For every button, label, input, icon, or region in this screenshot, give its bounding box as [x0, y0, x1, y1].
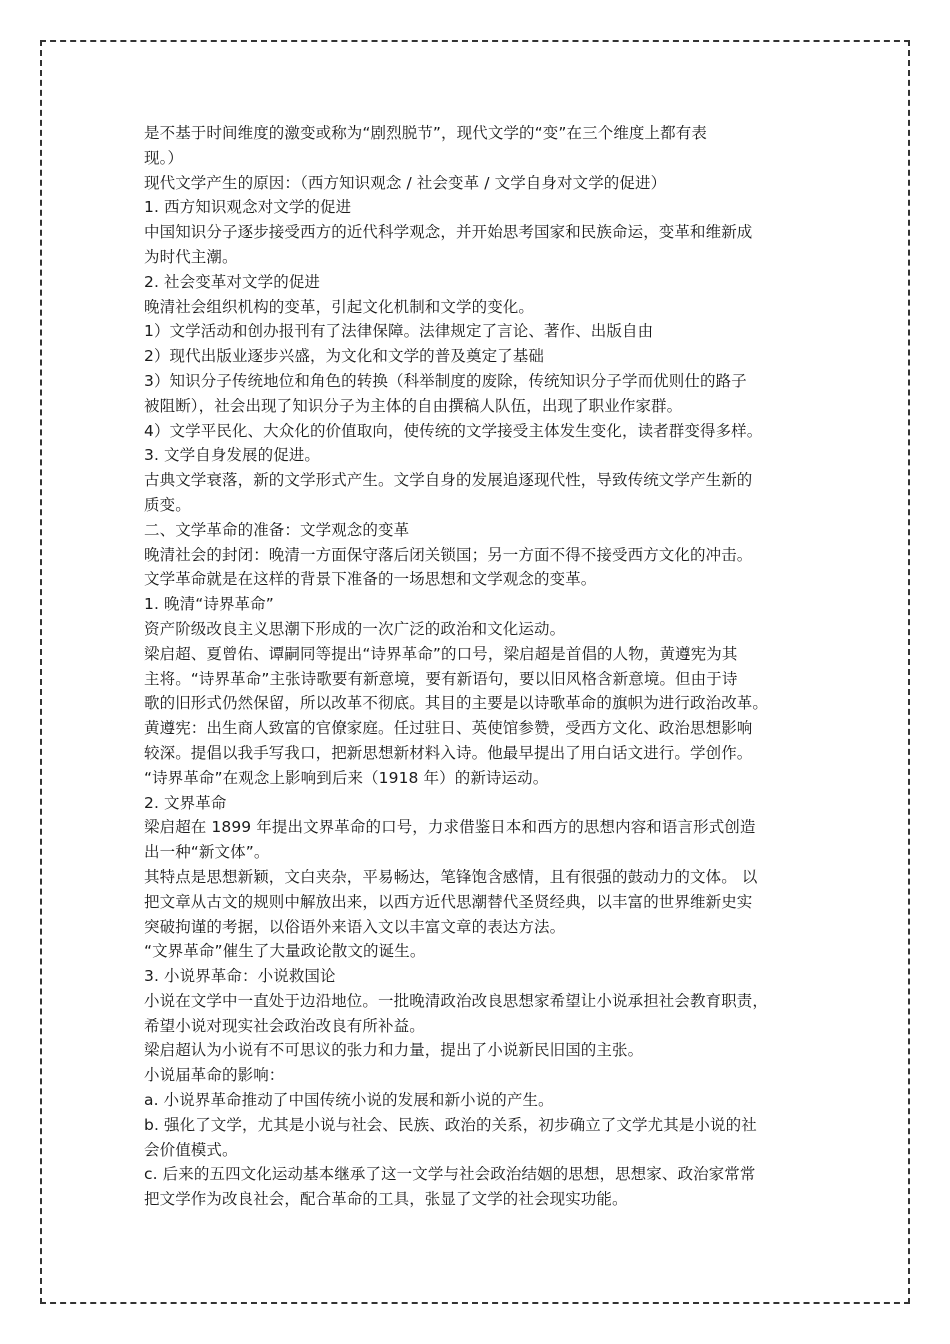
subsection-heading: 3. 小说界革命：小说救国论	[144, 967, 336, 986]
text-line: 被阻断），社会出现了知识分子为主体的自由撰稿人队伍，出现了职业作家群。	[144, 396, 683, 415]
text-line: 质变。	[144, 495, 191, 514]
list-item: 4）文学平民化、大众化的价值取向，使传统的文学接受主体发生变化，读者群变得多样。	[144, 421, 763, 440]
text-line: 古典文学衰落，新的文学形式产生。文学自身的发展追逐现代性，导致传统文学产生新的	[144, 471, 753, 490]
subsection-heading: 3. 文学自身发展的促进。	[144, 446, 321, 465]
list-item: 3）知识分子传统地位和角色的转换（科举制度的废除，传统知识分子学而优则仕的路子	[144, 371, 747, 390]
text-line: 小说在文学中一直处于边沿地位。一批晚清政治改良思想家希望让小说承担社会教育职责，	[144, 991, 769, 1010]
text-line: “文界革命”催生了大量政论散文的诞生。	[144, 942, 426, 961]
text-line: 会价值模式。	[144, 1140, 238, 1159]
text-line: 把文学作为改良社会，配合革命的工具，张显了文学的社会现实功能。	[144, 1190, 628, 1209]
text-line: 晚清社会的封闭：晚清一方面保守落后闭关锁国；另一方面不得不接受西方文化的冲击。	[144, 545, 753, 564]
text-line: 希望小说对现实社会政治改良有所补益。	[144, 1016, 425, 1035]
text-line: “诗界革命”在观念上影响到后来（1918 年）的新诗运动。	[144, 768, 549, 787]
list-item: c. 后来的五四文化运动基本继承了这一文学与社会政治结姻的思想，思想家、政治家常常	[144, 1165, 756, 1184]
text-line: 晚清社会组织机构的变革，引起文化机制和文学的变化。	[144, 297, 535, 316]
text-line: 黄遵宪：出生商人致富的官僚家庭。任过驻日、英使馆参赞，受西方文化、政治思想影响	[144, 719, 753, 738]
text-line: 为时代主潮。	[144, 247, 238, 266]
text-line: 小说届革命的影响：	[144, 1066, 285, 1085]
text-line: 梁启超在 1899 年提出文界革命的口号，力求借鉴日本和西方的思想内容和语言形式创造	[144, 818, 756, 837]
text-line: 现。）	[144, 148, 184, 167]
subsection-heading: 1. 西方知识观念对文学的促进	[144, 198, 352, 217]
text-line: 把文章从古文的规则中解放出来，以西方近代思潮替代圣贤经典，以丰富的世界维新史实	[144, 892, 753, 911]
text-line: 资产阶级改良主义思潮下形成的一次广泛的政治和文化运动。	[144, 619, 566, 638]
list-item: b. 强化了文学，尤其是小说与社会、民族、政治的关系，初步确立了文学尤其是小说的社	[144, 1115, 757, 1134]
list-item: a. 小说界革命推动了中国传统小说的发展和新小说的产生。	[144, 1091, 554, 1110]
document-body	[144, 121, 808, 1212]
subsection-heading: 2. 社会变革对文学的促进	[144, 272, 321, 291]
section-heading: 现代文学产生的原因：（西方知识观念 / 社会变革 / 文学自身对文学的促进）	[144, 173, 667, 192]
text-line: 文学革命就是在这样的背景下准备的一场思想和文学观念的变革。	[144, 570, 597, 589]
list-item: 2）现代出版业逐步兴盛，为文化和文学的普及奠定了基础	[144, 347, 544, 366]
text-line: 较深。提倡以我手写我口，把新思想新材料入诗。他最早提出了用白话文进行。学创作。	[144, 743, 753, 762]
text-line: 梁启超、夏曾佑、谭嗣同等提出“诗界革命”的口号，梁启超是首倡的人物，黄遵宪为其	[144, 644, 738, 663]
text-line: 歌的旧形式仍然保留，所以改革不彻底。其目的主要是以诗歌革命的旗帜为进行政治改革。	[144, 694, 769, 713]
text-line: 梁启超认为小说有不可思议的张力和力量，提出了小说新民旧国的主张。	[144, 1041, 644, 1060]
list-item: 1）文学活动和创办报刊有了法律保障。法律规定了言论、著作、出版自由	[144, 322, 654, 341]
text-line: 主将。“诗界革命”主张诗歌要有新意境，要有新语句，要以旧风格含新意境。但由于诗	[144, 669, 738, 688]
text-line: 是不基于时间维度的激变或称为“剧烈脱节”，现代文学的“变”在三个维度上都有表	[144, 124, 707, 142]
text-line: 突破拘谨的考据，以俗语外来语入文以丰富文章的表达方法。	[144, 917, 566, 936]
text-line: 中国知识分子逐步接受西方的近代科学观念，并开始思考国家和民族命运，变革和维新成	[144, 223, 753, 242]
text-line: 出一种“新文体”。	[144, 843, 270, 862]
text-line: 其特点是思想新颖，文白夹杂，平易畅达，笔锋饱含感情，且有很强的鼓动力的文体。 以	[144, 867, 758, 886]
section-heading: 二、文学革命的准备：文学观念的变革	[144, 520, 410, 539]
subsection-heading: 2. 文界革命	[144, 793, 227, 812]
subsection-heading: 1. 晚清“诗界革命”	[144, 595, 274, 614]
